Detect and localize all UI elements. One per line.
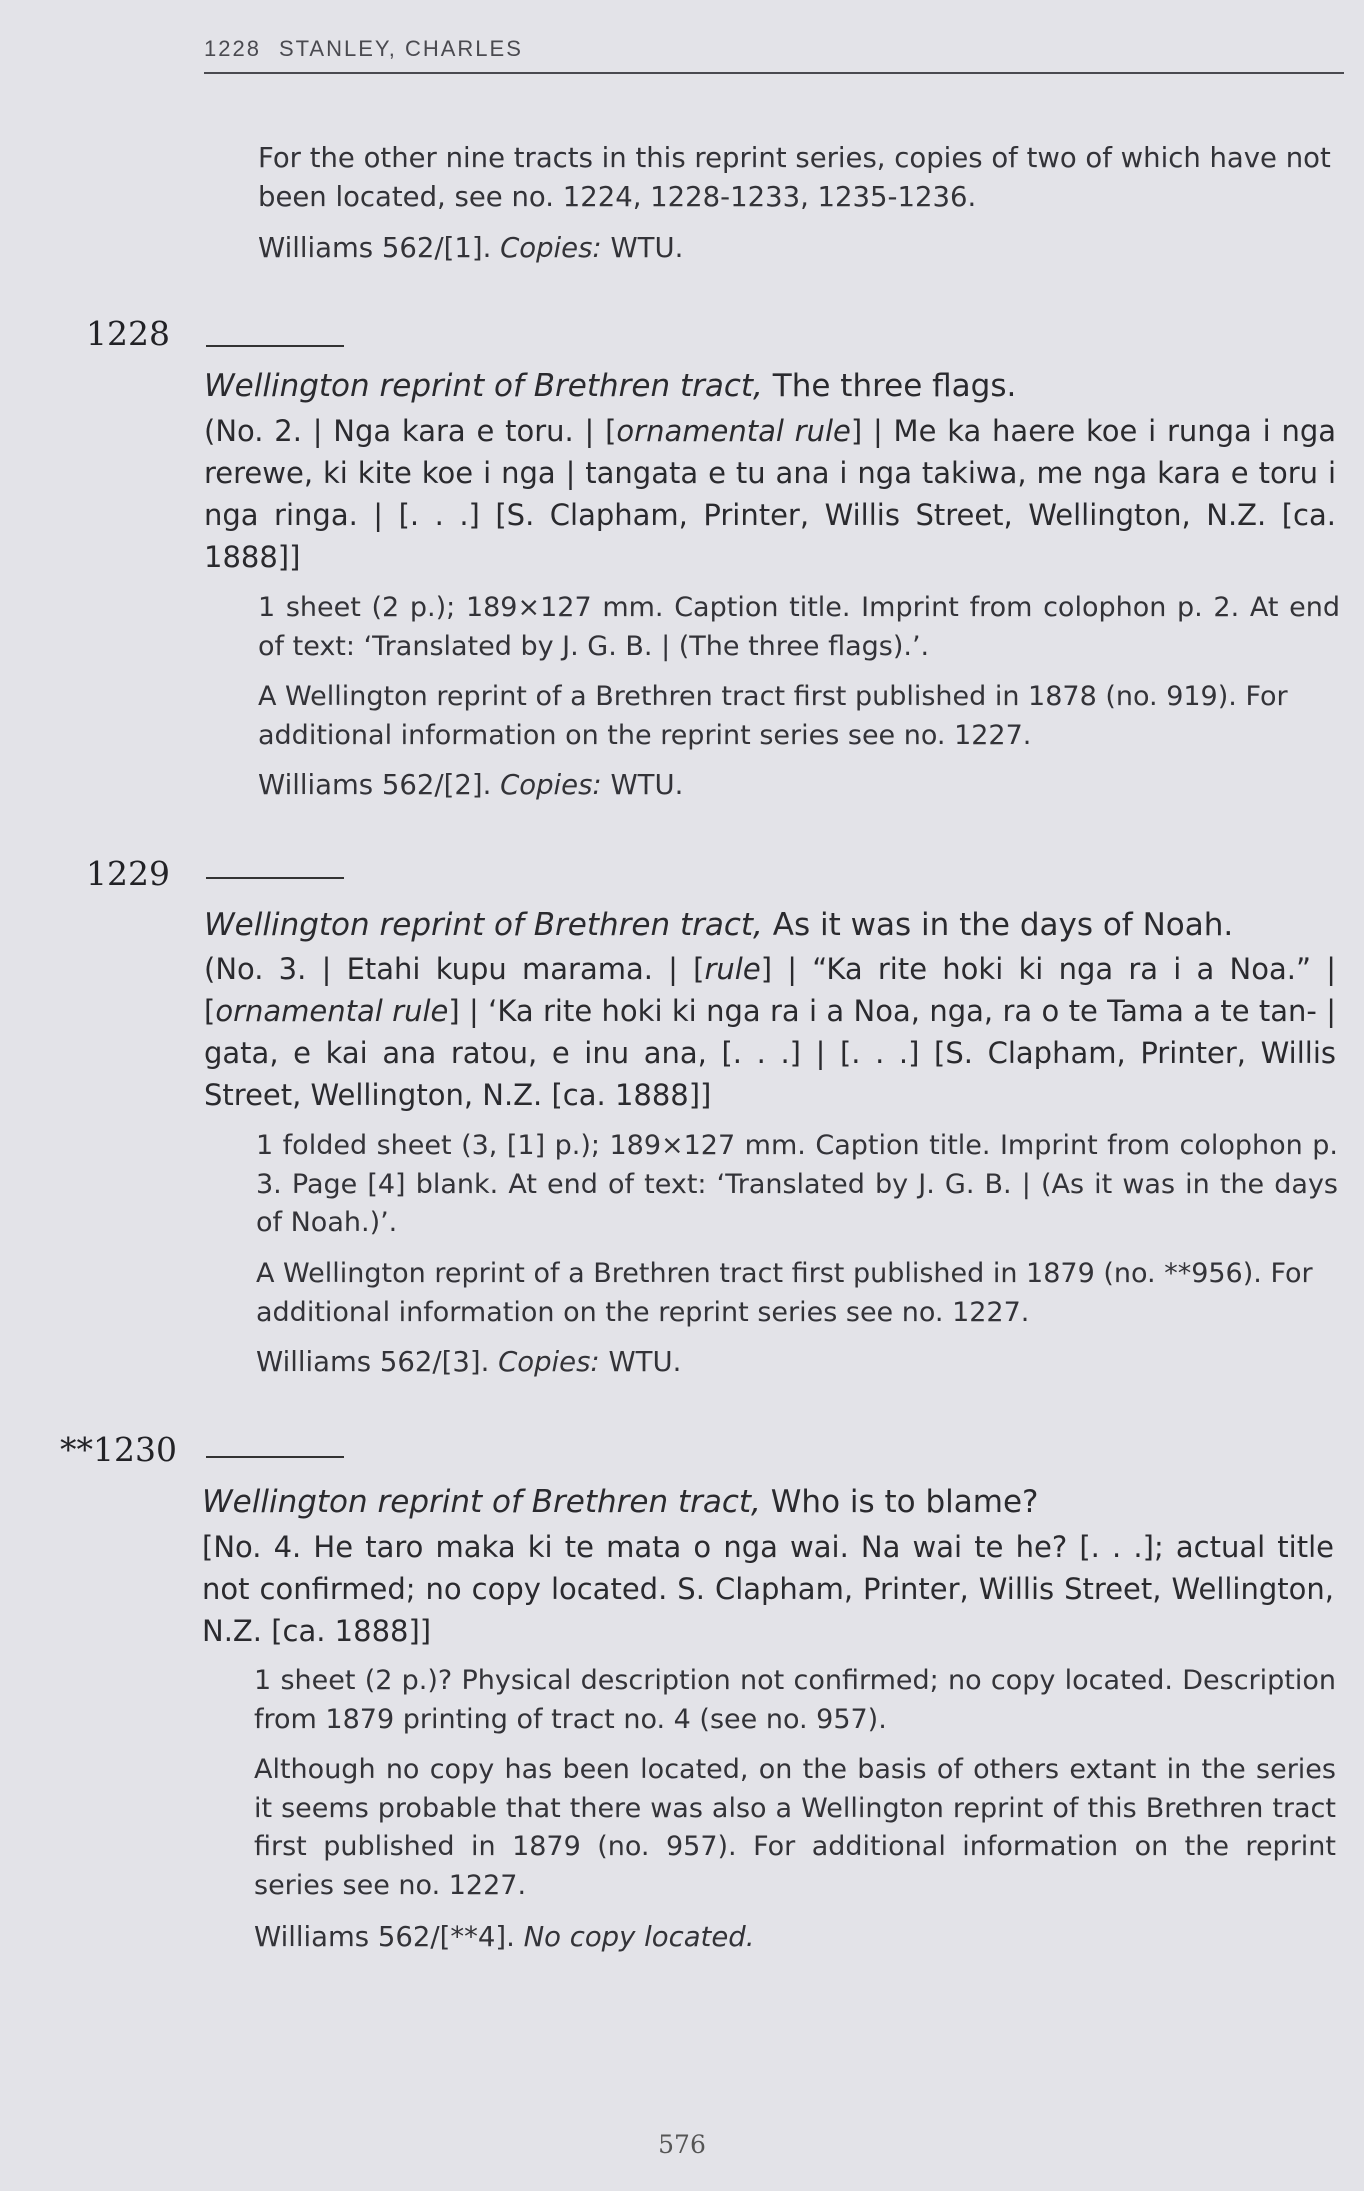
entry-dash-1230 <box>206 1456 344 1458</box>
entry-title-1230: Wellington reprint of Brethren tract, Who is to blame? <box>202 1484 1039 1520</box>
entry-dash-1229 <box>206 877 344 879</box>
page-number: 576 <box>658 2130 706 2159</box>
entry-transcript-1229: (No. 3. | Etahi kupu marama. | [rule] | “Ka rite hoki ki nga ra i a Noa.” | [ornamental rule] | ‘Ka rite hoki ki nga ra i a Noa, nga, ra o te Tama a te tan- | gata, e kai ana ratou, e inu ana, [. . .] | [. . .] [S. Clapham, Printer, Willis Street, Wellington, N.Z. [ca. 1888]] <box>204 952 1337 1112</box>
entry-note-1230: Although no copy has been located, on the basis of others extant in the series it seems probable that there was also a Wellington reprint of this Brethren tract first published in 1879 (no. 957). For additional information on the reprint series see no. 1227. <box>254 1754 1336 1901</box>
entry-number-1229: 1229 <box>86 854 170 893</box>
header-rule <box>204 72 1344 74</box>
entry-note-1228: A Wellington reprint of a Brethren tract first published in 1878 (no. 919). For additional information on the reprint series see no. 1227. <box>258 681 1288 751</box>
entry-transcript-1228: (No. 2. | Nga kara e toru. | [ornamental rule] | Me ka haere koe i runga i nga rerewe, ki kite koe i nga | tangata e tu ana i nga takiwa, me nga kara e toru i nga ringa. | [. . .] [S. Clapham, Printer, Willis Street, Wellington, N.Z. [ca. 1888]] <box>204 414 1337 574</box>
entry-number-1230: **1230 <box>60 1430 177 1469</box>
entry-transcript-1230: [No. 4. He taro maka ki te mata o nga wai. Na wai te he? [. . .]; actual title not confirmed; no copy located. S. Clapham, Printer, Willis Street, Wellington, N.Z. [ca. 1888]] <box>202 1530 1334 1648</box>
entry-title-1228 <box>204 365 1016 407</box>
entry-number-1228: 1228 <box>86 314 170 353</box>
entry-reference-1229: Williams 562/[3]. Copies: WTU. <box>256 1346 682 1378</box>
entry-title-1229: Wellington reprint of Brethren tract, As it was in the days of Noah. <box>204 907 1234 943</box>
intro-copies-label: Copies: <box>500 232 602 264</box>
entry-note-1229: A Wellington reprint of a Brethren tract first published in 1879 (no. **956). For additional information on the reprint series see no. 1227. <box>256 1258 1313 1328</box>
entry-dash-1228 <box>206 345 344 347</box>
tract-title: The three flags. <box>772 368 1017 404</box>
running-head-page-number: 1228 <box>204 36 261 61</box>
running-head-title: STANLEY, CHARLES <box>278 36 523 61</box>
intro-reference <box>258 229 1346 268</box>
intro-note: For the other nine tracts in this reprint series, copies of two of which have not been located, see no. 1224, 1228-1233, 1235-1236. <box>258 142 1331 213</box>
entry-physical-1228: 1 sheet (2 p.); 189×127 mm. Caption title. Imprint from colophon p. 2. At end of text: ‘Translated by J. G. B. | (The three flags).’. <box>258 592 1340 662</box>
intro-copies-value: WTU. <box>610 232 684 264</box>
intro-ref-prefix: Williams 562/[1]. <box>258 232 492 264</box>
entry-reference-1228: Williams 562/[2]. Copies: WTU. <box>258 769 684 801</box>
entry-reference-1230: Williams 562/[**4]. No copy located. <box>254 1921 755 1953</box>
no-copy-note: No copy located. <box>523 1921 755 1953</box>
running-head <box>204 36 1344 62</box>
entry-physical-1230: 1 sheet (2 p.)? Physical description not confirmed; no copy located. Description from 1879 printing of tract no. 4 (see no. 957). <box>254 1665 1336 1735</box>
entry-physical-1229: 1 folded sheet (3, [1] p.); 189×127 mm. Caption title. Imprint from colophon p. 3. Page [4] blank. At end of text: ‘Translated by J. G. B. | (As it was in the days of Noah.)’. <box>256 1130 1338 1238</box>
series-name: Wellington reprint of Brethren tract, <box>204 368 763 404</box>
